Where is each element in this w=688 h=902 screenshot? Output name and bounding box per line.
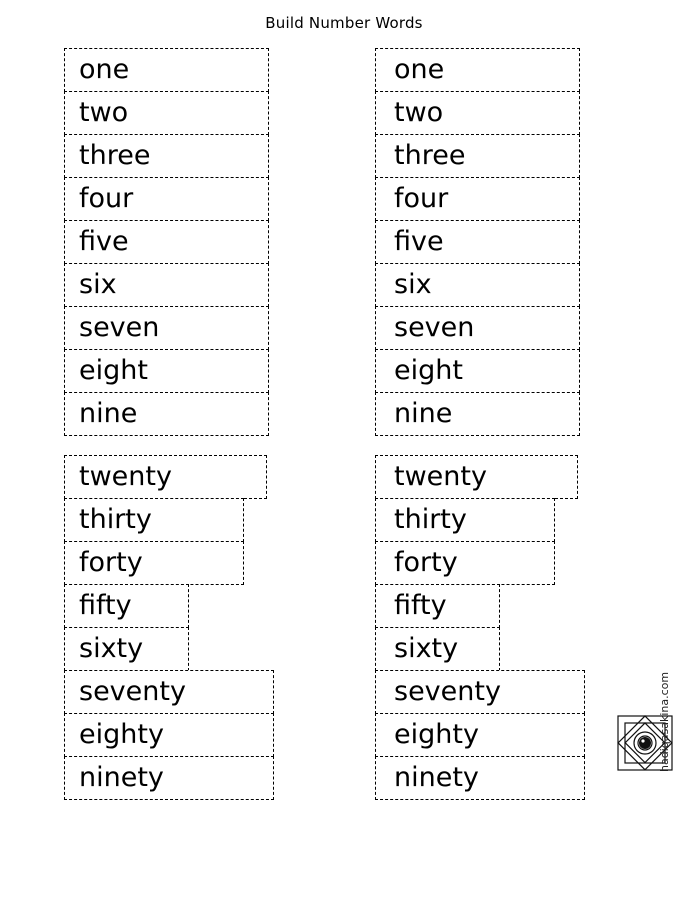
word-card[interactable]: eight [375,349,580,393]
word-card[interactable]: three [375,134,580,178]
word-column-right [375,48,585,799]
group-spacer [375,435,585,455]
word-card[interactable]: eighty [64,713,274,757]
group-spacer [64,435,274,455]
word-card[interactable]: seventy [375,670,585,714]
word-group-tens-left [64,455,274,800]
word-card[interactable]: forty [64,541,244,585]
word-card[interactable]: three [64,134,269,178]
word-card[interactable]: ninety [64,756,274,800]
word-group-ones-right [375,48,585,436]
word-card[interactable]: fifty [64,584,189,628]
watermark-text: hadiqasakina.com [658,671,671,772]
watermark [612,671,682,870]
word-column-left [64,48,274,799]
word-card[interactable]: twenty [375,455,578,499]
word-card[interactable]: four [64,177,269,221]
word-card[interactable]: nine [375,392,580,436]
word-card[interactable]: seventy [64,670,274,714]
word-card[interactable]: ninety [375,756,585,800]
word-card[interactable]: thirty [64,498,244,542]
word-card[interactable]: eighty [375,713,585,757]
word-card[interactable]: thirty [375,498,555,542]
word-card[interactable]: six [64,263,269,307]
word-group-ones-left [64,48,274,436]
word-card[interactable]: nine [64,392,269,436]
word-card[interactable]: two [64,91,269,135]
word-card[interactable]: one [375,48,580,92]
word-card[interactable]: two [375,91,580,135]
word-card[interactable]: five [64,220,269,264]
page-title: Build Number Words [265,14,423,32]
word-card[interactable]: seven [375,306,580,350]
word-card[interactable]: sixty [64,627,189,671]
word-card[interactable]: six [375,263,580,307]
word-card[interactable]: one [64,48,269,92]
word-card[interactable]: twenty [64,455,267,499]
word-card[interactable]: seven [64,306,269,350]
word-group-tens-right [375,455,585,800]
word-card[interactable]: eight [64,349,269,393]
word-card[interactable]: sixty [375,627,500,671]
word-card[interactable]: fifty [375,584,500,628]
word-card[interactable]: four [375,177,580,221]
word-card[interactable]: five [375,220,580,264]
word-card[interactable]: forty [375,541,555,585]
